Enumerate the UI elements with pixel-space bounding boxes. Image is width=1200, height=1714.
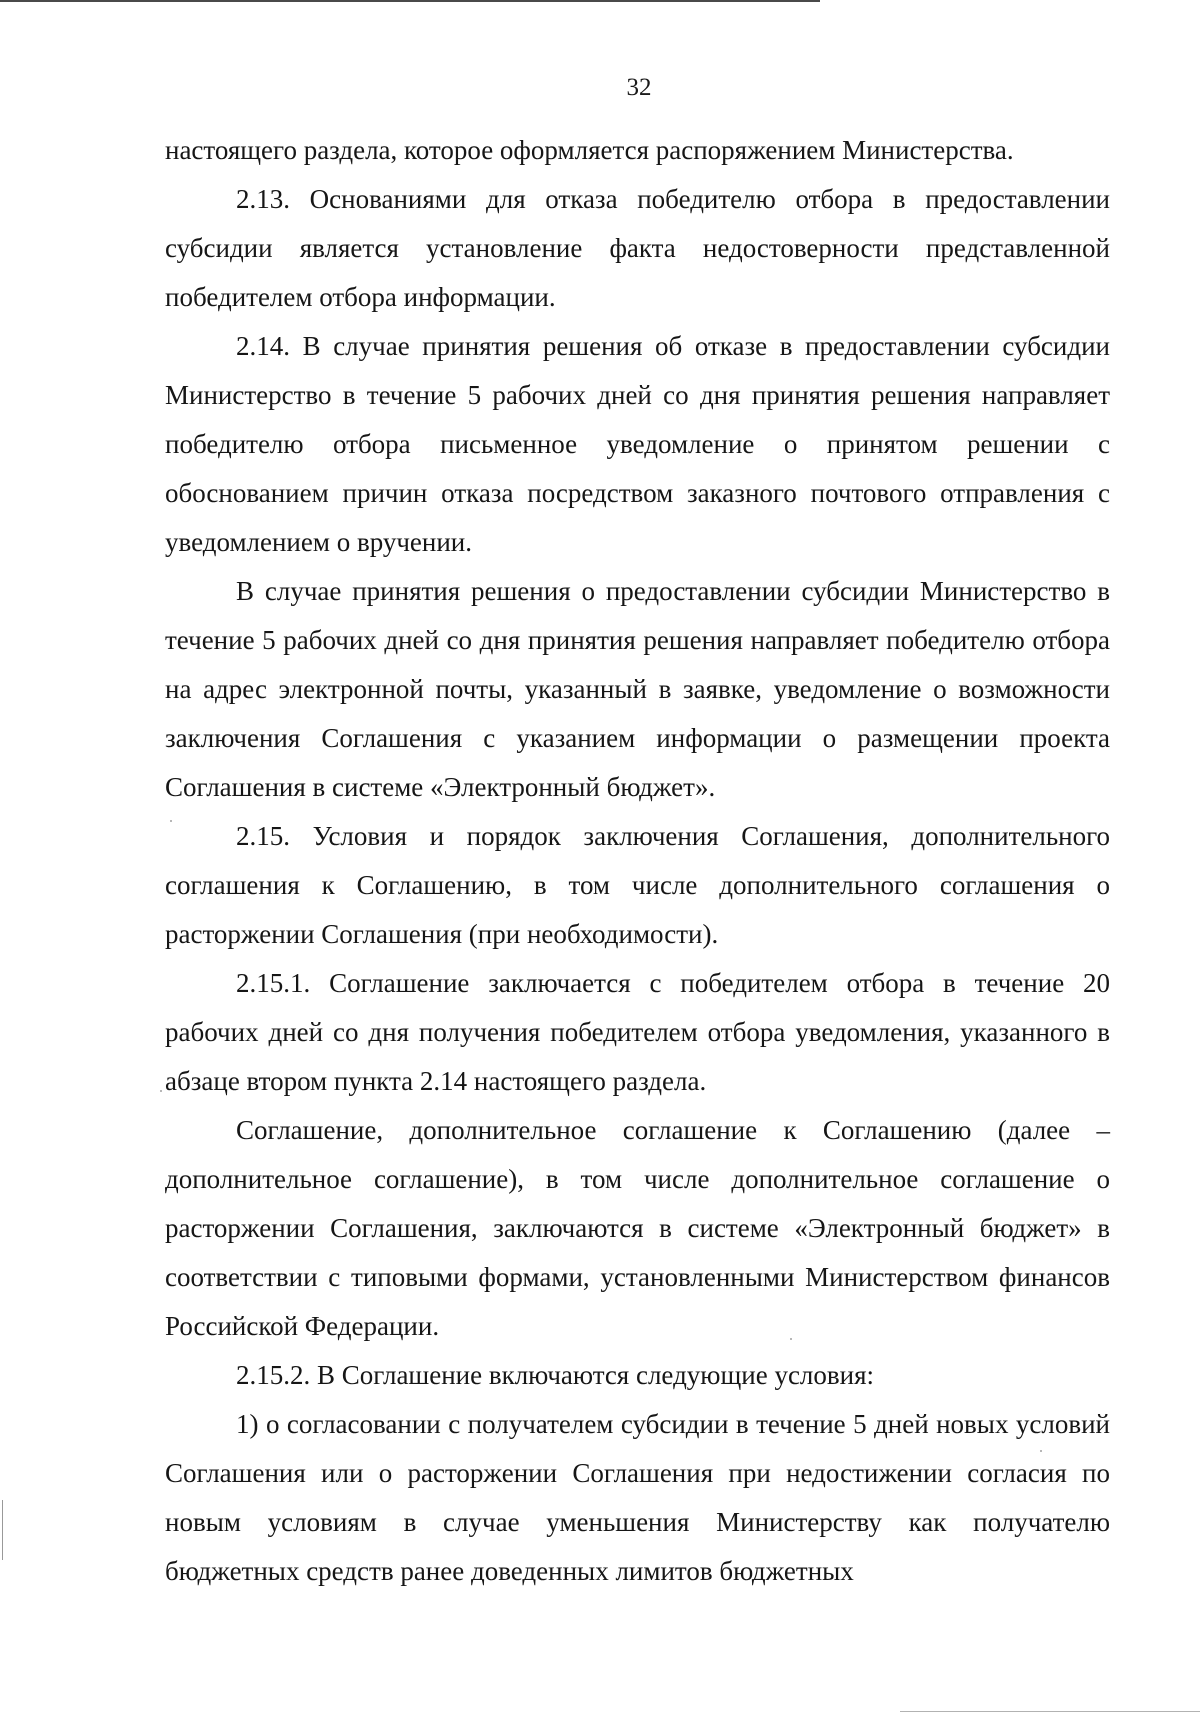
scan-edge-left (2, 1500, 3, 1560)
scan-speck (160, 1090, 162, 1092)
paragraph-2-15-1: 2.15.1. Соглашение заключается с победителем отбора в течение 20 рабочих дней со дня получения победителем отбора уведомления, указанного в абзаце втором пункта 2.14 настоящего раздела. (165, 968, 1110, 1096)
paragraph-2-15-2: 2.15.2. В Соглашение включаются следующие условия: (236, 1360, 875, 1390)
scan-edge-top (0, 0, 820, 2)
page-number: 32 (626, 74, 652, 101)
paragraph-2-14: 2.14. В случае принятия решения об отказе в предоставлении субсидии Министерство в течение 5 рабочих дней со дня принятия решения направляет победителю отбора письменное уведомление о принятом решении с обоснованием причин отказа посредством заказного почтового отправления с уведомлением о вручении. (165, 331, 1110, 557)
paragraph-2-13: 2.13. Основаниями для отказа победителю отбора в предоставлении субсидии является установление факта недостоверности представленной победителем отбора информации. (165, 184, 1110, 312)
paragraph-item-1: 1) о согласовании с получателем субсидии в течение 5 дней новых условий Соглашения или о расторжении Соглашения при недостижении согласия по новым условиям в случае уменьшения Министерству как получателю бюджетных средств ранее доведенных лимитов бюджетных (165, 1409, 1110, 1586)
paragraph-2-14-second: В случае принятия решения о предоставлении субсидии Министерство в течение 5 рабочих дней со дня принятия решения направляет победителю отбора на адрес электронной почты, указанный в заявке, уведомление о возможности заключения Соглашения с указанием информации о размещении проекта Соглашения в системе «Электронный бюджет». (165, 576, 1110, 802)
paragraph-continuation: настоящего раздела, которое оформляется распоряжением Министерства. (165, 135, 1014, 165)
scan-edge-bottom (900, 1711, 1200, 1712)
paragraph-2-15: 2.15. Условия и порядок заключения Соглашения, дополнительного соглашения к Соглашению, в том числе дополнительного соглашения о расторжении Соглашения (при необходимости). (165, 821, 1110, 949)
document-body (165, 126, 1110, 1596)
paragraph-2-15-1-second: Соглашение, дополнительное соглашение к Соглашению (далее – дополнительное соглашение), в том числе дополнительное соглашение о расторжении Соглашения, заключаются в системе «Электронный бюджет» в соответствии с типовыми формами, установленными Министерством финансов Российской Федерации. (165, 1115, 1110, 1341)
